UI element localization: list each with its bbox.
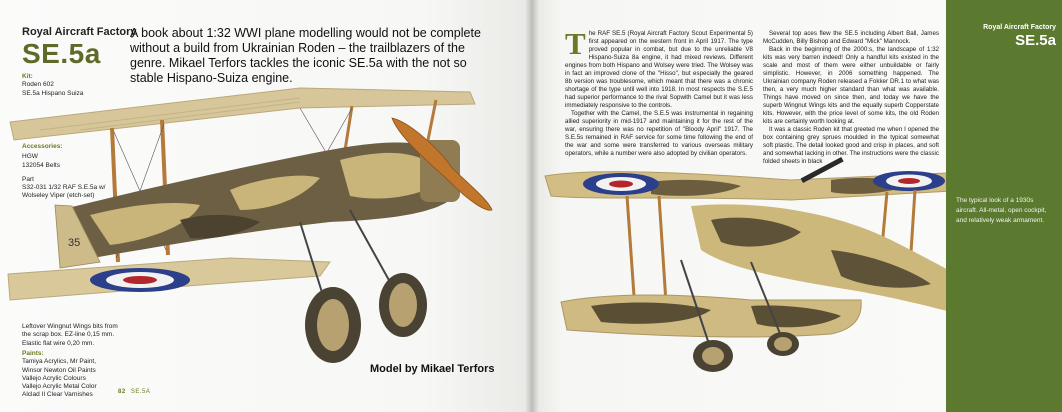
book-gutter-shadow [525, 0, 539, 412]
accessories-line: Wolseley Viper (etch-set) [22, 192, 95, 200]
kit-line: Roden 602 [22, 81, 54, 89]
article-paragraph: he RAF SE.5 (Royal Aircraft Factory Scout Experimental 5) first appeared on the western front in April 1917. The type proved popular in combat, but due to the unreliable V8 Hispano-Suiza 8a engine, it had mixed reviews. Different engines from both Hispano and Wolsey were tried. The Wolsey was in fact an improved clone of the "Hisso", but especially the geared 8b version was troublesome, which meant that there was a chronic shortage of the type until well into 1918. In most respects the S.E.5 had superior performance to the rival Sopwith Camel but it was less immediately responsive to the controls. [565, 30, 753, 109]
wing-strut [428, 100, 436, 140]
paints-line: Alclad II Clear Varnishes [22, 391, 93, 399]
kit-line: SE.5a Hispano Suiza [22, 89, 84, 97]
wheel-hub-left [317, 299, 349, 351]
accessories-line: 132054 Belts [22, 161, 60, 169]
intro-paragraph: A book about 1:32 WWI plane modelling would not be complete without a build from Ukrainian Roden – the trailblazers of the genre. Mikael Terfors tackles the iconic SE.5a with the not so stable Hispano-Suiza engine. [130, 26, 481, 85]
serial-number: 35 [68, 237, 81, 249]
article-paragraph: Several top aces flew the SE.5 including Albert Ball, James McCudden, Billy Bishop and Edward "Mick" Mannock. [763, 30, 939, 45]
roundel-center [609, 181, 633, 188]
drop-cap: T [565, 26, 586, 61]
wheel-hub-right [389, 283, 417, 327]
page-number: 82 [118, 389, 126, 395]
wing-strut [627, 196, 635, 310]
page-folio-left [118, 389, 150, 395]
extras-line: the scrap box. EZ-line 0,15 mm. [22, 331, 115, 339]
article-paragraph: Back in the beginning of the 2000:s, the landscape of 1:32 kits was very barren indeed! Only a handful kits existed in the scale and most of them were either unbuildable or fairly simplistic. However, in 2006 something happened. The Ukrainian company Roden released a Fokker DR.1 to what was then, a very much higher standard than what was available. Things have moved on since then, and today we have the superb Wingnut Wings kits and the equally superb Copperstate kits. However, with the price level of some kits, the old Roden kits are certainly worth looking at. [763, 46, 939, 125]
roundel-center [898, 178, 920, 184]
accessories-line: S32-031 1/32 RAF S.E.5a w/ [22, 184, 106, 192]
wheel-hub-right [774, 337, 792, 351]
paints-line: Vallejo Acrylic Colours [22, 374, 86, 382]
paints-line: Vallejo Acrylic Metal Color [22, 383, 97, 391]
photo-caption: The typical look of a 1930s aircraft. All-metal, open cockpit, and relatively weak armament. [956, 197, 1047, 224]
paints-heading: Paints: [22, 350, 44, 357]
roundel-center [123, 276, 157, 284]
byline: Model by Mikael Terfors [370, 363, 495, 375]
manufacturer-heading: Royal Aircraft Factory [22, 26, 137, 38]
wing-strut [911, 190, 915, 252]
extras-line: Elastic flat wire 0,20 mm. [22, 339, 95, 347]
extras-line: Leftover Wingnut Wings bits from [22, 323, 118, 330]
running-title: SE.5A [130, 389, 151, 395]
accessories-line: Part [22, 175, 34, 183]
accessories-line: HGW [22, 153, 38, 161]
band-model-title: SE.5a [1015, 32, 1056, 49]
wheel-hub-left [702, 347, 724, 365]
article-paragraph: Together with the Camel, the S.E.5 was instrumental in regaining allied superiority in mid-1917 and maintaining it for the rest of the war, ensuring there was no repetition of "Bloody April" 1917. The S.E.5s remained in RAF service for some time following the end of the war and some were transferred to various overseas military operators, while a number were also adopted by civilian operators. [565, 110, 753, 157]
paints-line: Winsor Newton Oil Paints [22, 366, 96, 374]
band-manufacturer: Royal Aircraft Factory [983, 24, 1056, 31]
paints-line: Tamiya Acrylics, Mr Paint, [22, 358, 97, 366]
model-title: SE.5a [22, 38, 101, 69]
kit-heading: Kit: [22, 73, 33, 80]
accessories-heading: Accessories: [22, 143, 63, 150]
fuselage-camo-dark [180, 215, 260, 239]
article-paragraph: It was a classic Roden kit that greeted me when I opened the box containing grey sprues moulded in the typical somewhat soft plastic. The detail looked good and crisp in places, and soft and somewhat lacking in other. The instructions were the classic folded sheets in black [763, 126, 939, 165]
